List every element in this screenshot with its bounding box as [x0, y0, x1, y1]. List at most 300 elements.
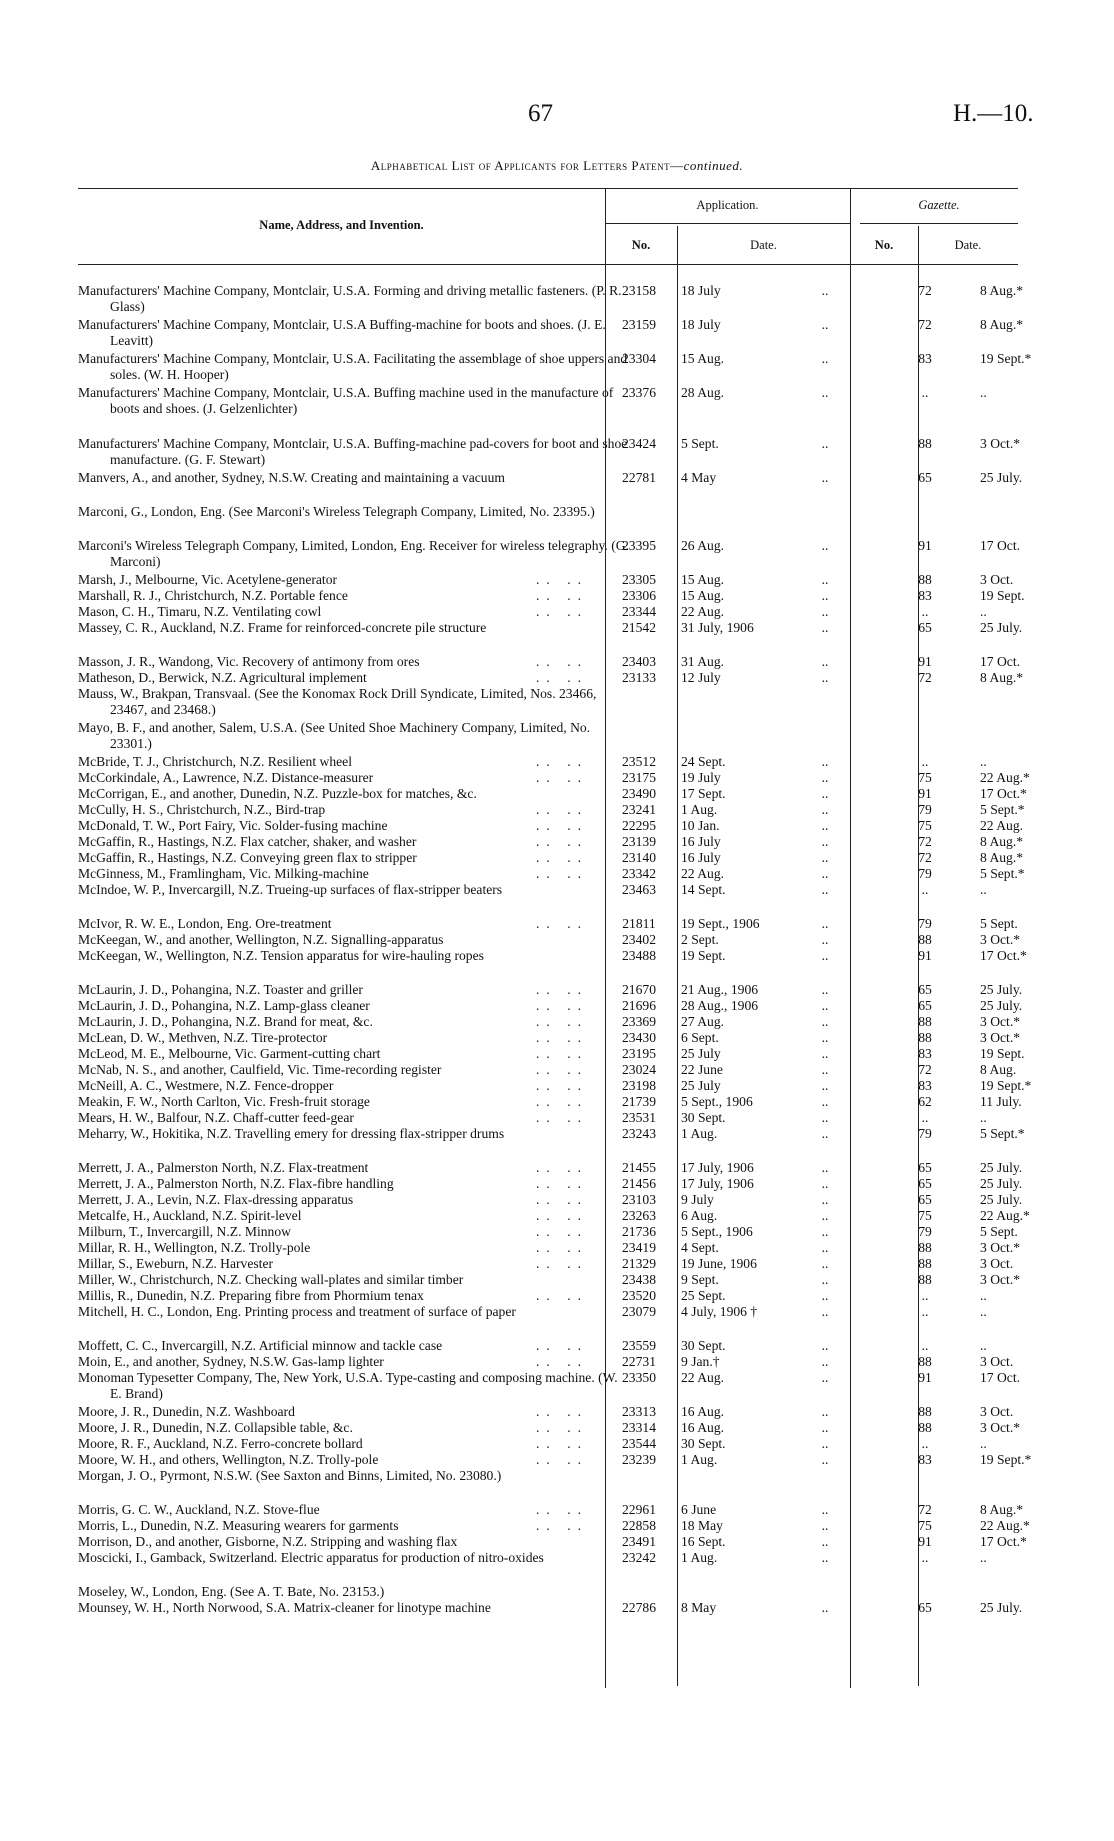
- leader-dots: .. ..: [536, 1094, 588, 1109]
- gazette-number: 65: [918, 1176, 932, 1191]
- gazette-number: 72: [918, 1502, 932, 1517]
- gazette-number: 91: [918, 538, 932, 553]
- application-date: 18 July: [681, 283, 721, 298]
- application-number: 23243: [622, 1126, 656, 1141]
- applicant-name-invention: McNeill, A. C., Westmere, N.Z. Fence-dropper: [78, 1078, 334, 1093]
- application-date: 17 Sept.: [681, 786, 726, 801]
- gazette-date: ..: [980, 1110, 987, 1125]
- date-leader-dots: ..: [821, 982, 829, 997]
- application-number: 23463: [622, 882, 656, 897]
- applicant-name-invention: McLaurin, J. D., Pohangina, N.Z. Toaster and griller: [78, 982, 363, 997]
- gazette-number: 72: [918, 834, 932, 849]
- gazette-number: 75: [918, 770, 932, 785]
- applicant-name-invention: Manufacturers' Machine Company, Montclair, U.S.A. Forming and driving metallic fasteners. (P. R. Glass): [78, 283, 622, 314]
- running-title-lead: Alphabetical List of Applicants for Letters Patent: [370, 158, 671, 173]
- leader-dots: .. ..: [536, 1240, 588, 1255]
- application-number: 23242: [622, 1550, 656, 1565]
- date-leader-dots: ..: [821, 1160, 829, 1175]
- gazette-number: 72: [918, 317, 932, 332]
- date-leader-dots: ..: [821, 770, 829, 785]
- application-number: 23342: [622, 866, 656, 881]
- leader-dots: .. ..: [536, 604, 588, 619]
- applicant-name-invention: Metcalfe, H., Auckland, N.Z. Spirit-level: [78, 1208, 302, 1223]
- applicant-name-invention: McBride, T. J., Christchurch, N.Z. Resilient wheel: [78, 754, 352, 769]
- application-date: 28 Aug., 1906: [681, 998, 759, 1013]
- date-leader-dots: ..: [821, 1550, 829, 1565]
- gazette-date: 17 Oct.*: [980, 1534, 1027, 1549]
- gazette-number: 72: [918, 670, 932, 685]
- date-leader-dots: ..: [821, 1534, 829, 1549]
- applicant-name-invention: Manufacturers' Machine Company, Montclair, U.S.A. Facilitating the assemblage of shoe uppers and soles. (W. H. Hooper): [78, 351, 628, 382]
- applicant-name-invention: McLeod, M. E., Melbourne, Vic. Garment-cutting chart: [78, 1046, 381, 1061]
- date-leader-dots: ..: [821, 1014, 829, 1029]
- application-number: 23424: [622, 436, 656, 451]
- gazette-number: 88: [918, 1240, 932, 1255]
- application-date: 4 July, 1906 †: [681, 1304, 758, 1319]
- date-leader-dots: ..: [821, 1272, 829, 1287]
- date-leader-dots: ..: [821, 1176, 829, 1191]
- applicant-name-invention: Morris, L., Dunedin, N.Z. Measuring wearers for garments: [78, 1518, 399, 1533]
- application-number: 23350: [622, 1370, 656, 1385]
- applicant-name-invention: McLaurin, J. D., Pohangina, N.Z. Brand for meat, &c.: [78, 1014, 373, 1029]
- date-leader-dots: ..: [821, 1436, 829, 1451]
- application-number-header: No.: [631, 238, 651, 252]
- leader-dots: .. ..: [536, 1502, 588, 1517]
- date-leader-dots: ..: [821, 1404, 829, 1419]
- application-date-header: Date.: [750, 238, 777, 252]
- page-number: 67: [528, 100, 553, 127]
- applicant-name-invention: Marconi, G., London, Eng. (See Marconi's Wireless Telegraph Company, Limited, No. 23395.): [78, 504, 595, 519]
- application-date: 1 Aug.: [681, 1550, 718, 1565]
- date-leader-dots: ..: [821, 1046, 829, 1061]
- gazette-number: ..: [921, 1550, 929, 1565]
- gazette-date: ..: [980, 604, 987, 619]
- application-date: 28 Aug.: [681, 385, 725, 400]
- gazette-number: 88: [918, 1354, 932, 1369]
- gazette-number: 79: [918, 866, 932, 881]
- leader-dots: .. ..: [536, 1420, 588, 1435]
- application-date: 22 Aug.: [681, 1370, 725, 1385]
- gazette-date: 25 July.: [980, 1600, 1023, 1615]
- applicant-name-invention: Matheson, D., Berwick, N.Z. Agricultural implement: [78, 670, 367, 685]
- applicant-name-invention: Moseley, W., London, Eng. (See A. T. Bate, No. 23153.): [78, 1584, 385, 1599]
- application-date: 9 Jan.†: [681, 1354, 720, 1369]
- application-number: 23490: [622, 786, 656, 801]
- applicant-name-invention: Moffett, C. C., Invercargill, N.Z. Artificial minnow and tackle case: [78, 1338, 443, 1353]
- application-number: 23419: [622, 1240, 656, 1255]
- gazette-date: 25 July.: [980, 1160, 1023, 1175]
- applicant-name-invention: Millar, R. H., Wellington, N.Z. Trolly-pole: [78, 1240, 311, 1255]
- application-date: 4 May: [681, 470, 717, 485]
- application-date: 9 July: [681, 1192, 714, 1207]
- applicant-name-invention: McCully, H. S., Christchurch, N.Z., Bird-trap: [78, 802, 326, 817]
- gazette-number: 65: [918, 1160, 932, 1175]
- leader-dots: .. ..: [536, 1208, 588, 1223]
- gazette-number: ..: [921, 1304, 929, 1319]
- gazette-date: ..: [980, 1288, 987, 1303]
- gazette-date: 17 Oct.*: [980, 948, 1027, 963]
- leader-dots: .. ..: [536, 802, 588, 817]
- gazette-number: 79: [918, 1126, 932, 1141]
- date-leader-dots: ..: [821, 998, 829, 1013]
- application-date: 16 July: [681, 834, 721, 849]
- application-number: 22295: [622, 818, 656, 833]
- application-number: 21455: [622, 1160, 656, 1175]
- applicant-name-invention: Moore, J. R., Dunedin, N.Z. Collapsible table, &c.: [78, 1420, 353, 1435]
- gazette-date: 8 Aug.*: [980, 834, 1024, 849]
- application-number: 23158: [622, 283, 656, 298]
- application-number: 23559: [622, 1338, 656, 1353]
- applicant-name-invention: Manufacturers' Machine Company, Montclair, U.S.A. Buffing-machine pad-covers for boot and shoe manufacture. (G. F. Stewart): [78, 436, 628, 467]
- gazette-number: 91: [918, 654, 932, 669]
- leader-dots: .. ..: [536, 850, 588, 865]
- leader-dots: .. ..: [536, 1518, 588, 1533]
- date-leader-dots: ..: [821, 866, 829, 881]
- applicant-name-invention: Manufacturers' Machine Company, Montclair, U.S.A. Buffing machine used in the manufacture of boots and shoes. (J. Gelzenlichter): [78, 385, 614, 416]
- gazette-date: 25 July.: [980, 1192, 1023, 1207]
- gazette-number: 65: [918, 620, 932, 635]
- application-number: 23344: [622, 604, 656, 619]
- date-leader-dots: ..: [821, 948, 829, 963]
- applicant-name-invention: Merrett, J. A., Palmerston North, N.Z. Flax-fibre handling: [78, 1176, 394, 1191]
- gazette-date: ..: [980, 1436, 987, 1451]
- gazette-number: 88: [918, 932, 932, 947]
- gazette-number: 91: [918, 786, 932, 801]
- applicant-name-invention: Masson, J. R., Wandong, Vic. Recovery of antimony from ores: [78, 654, 420, 669]
- application-date: 25 July: [681, 1078, 721, 1093]
- applicant-name-invention: Mayo, B. F., and another, Salem, U.S.A. (See United Shoe Machinery Company, Limited, No. 23301.): [78, 720, 591, 751]
- application-date: 5 Sept., 1906: [681, 1224, 753, 1239]
- leader-dots: .. ..: [536, 834, 588, 849]
- date-leader-dots: ..: [821, 1370, 829, 1385]
- gazette-date: 5 Sept.*: [980, 866, 1025, 881]
- date-leader-dots: ..: [821, 1502, 829, 1517]
- leader-dots: .. ..: [536, 1160, 588, 1175]
- date-leader-dots: ..: [821, 588, 829, 603]
- application-date: 16 July: [681, 850, 721, 865]
- leader-dots: .. ..: [536, 670, 588, 685]
- gazette-number: 72: [918, 283, 932, 298]
- leader-dots: .. ..: [536, 588, 588, 603]
- leader-dots: .. ..: [536, 1404, 588, 1419]
- applicant-name-invention: Meharry, W., Hokitika, N.Z. Travelling emery for dressing flax-stripper drums: [78, 1126, 505, 1141]
- gazette-number: 65: [918, 1192, 932, 1207]
- application-number: 23376: [622, 385, 656, 400]
- applicant-name-invention: Moore, J. R., Dunedin, N.Z. Washboard: [78, 1404, 295, 1419]
- application-number: 23544: [622, 1436, 656, 1451]
- application-date: 31 July, 1906: [681, 620, 754, 635]
- application-number: 23491: [622, 1534, 656, 1549]
- applicant-name-invention: McCorkindale, A., Lawrence, N.Z. Distance-measurer: [78, 770, 374, 785]
- date-leader-dots: ..: [821, 385, 829, 400]
- applicant-name-invention: Moore, R. F., Auckland, N.Z. Ferro-concrete bollard: [78, 1436, 363, 1451]
- applicant-name-invention: McGaffin, R., Hastings, N.Z. Flax catcher, shaker, and washer: [78, 834, 417, 849]
- gazette-date: 3 Oct.: [980, 1354, 1014, 1369]
- leader-dots: .. ..: [536, 998, 588, 1013]
- gazette-number: 79: [918, 1224, 932, 1239]
- applicant-name-invention: McIndoe, W. P., Invercargill, N.Z. Trueing-up surfaces of flax-stripper beaters: [78, 882, 503, 897]
- applicant-name-invention: McGaffin, R., Hastings, N.Z. Conveying green flax to stripper: [78, 850, 417, 865]
- leader-dots: .. ..: [536, 1452, 588, 1467]
- application-date: 19 Sept., 1906: [681, 916, 760, 931]
- gazette-number: 65: [918, 998, 932, 1013]
- date-leader-dots: ..: [821, 786, 829, 801]
- leader-dots: .. ..: [536, 654, 588, 669]
- applicant-name-invention: Morrison, D., and another, Gisborne, N.Z. Stripping and washing flax: [78, 1534, 458, 1549]
- application-number: 23438: [622, 1272, 656, 1287]
- gazette-number: ..: [921, 1288, 929, 1303]
- application-date: 26 Aug.: [681, 538, 725, 553]
- application-date: 18 July: [681, 317, 721, 332]
- application-date: 10 Jan.: [681, 818, 720, 833]
- gazette-number: 83: [918, 588, 932, 603]
- leader-dots: .. ..: [536, 1256, 588, 1271]
- gazette-number: 91: [918, 1534, 932, 1549]
- application-date: 17 July, 1906: [681, 1176, 754, 1191]
- application-number: 22781: [622, 470, 656, 485]
- application-number: 22961: [622, 1502, 656, 1517]
- date-leader-dots: ..: [821, 283, 829, 298]
- date-leader-dots: ..: [821, 850, 829, 865]
- gazette-date: 17 Oct.: [980, 538, 1021, 553]
- application-number: 23402: [622, 932, 656, 947]
- gazette-date: 19 Sept.: [980, 1046, 1025, 1061]
- gazette-number: 79: [918, 916, 932, 931]
- application-number: 23305: [622, 572, 656, 587]
- application-number: 23263: [622, 1208, 656, 1223]
- gazette-date: 19 Sept.*: [980, 1452, 1032, 1467]
- gazette-date: ..: [980, 1550, 987, 1565]
- gazette-date: 8 Aug.*: [980, 670, 1024, 685]
- application-number: 21542: [622, 620, 656, 635]
- application-number: 23488: [622, 948, 656, 963]
- gazette-date: 19 Sept.*: [980, 1078, 1032, 1093]
- leader-dots: .. ..: [536, 1436, 588, 1451]
- leader-dots: .. ..: [536, 866, 588, 881]
- applicant-name-invention: McDonald, T. W., Port Fairy, Vic. Solder-fusing machine: [78, 818, 388, 833]
- gazette-date: 8 Aug.*: [980, 317, 1024, 332]
- gazette-date: 22 Aug.*: [980, 1208, 1030, 1223]
- gazette-date: 17 Oct.*: [980, 786, 1027, 801]
- gazette-number: 75: [918, 1208, 932, 1223]
- gazette-date: 5 Sept.: [980, 1224, 1018, 1239]
- leader-dots: .. ..: [536, 916, 588, 931]
- gazette-date: 22 Aug.*: [980, 770, 1030, 785]
- applicant-name-invention: McNab, N. S., and another, Caulfield, Vic. Time-recording register: [78, 1062, 442, 1077]
- applicant-name-invention: McKeegan, W., and another, Wellington, N.Z. Signalling-apparatus: [78, 932, 444, 947]
- applicant-name-invention: Moore, W. H., and others, Wellington, N.Z. Trolly-pole: [78, 1452, 379, 1467]
- date-leader-dots: ..: [821, 882, 829, 897]
- application-date: 30 Sept.: [681, 1436, 726, 1451]
- date-leader-dots: ..: [821, 932, 829, 947]
- application-date: 12 July: [681, 670, 721, 685]
- gazette-date: 17 Oct.: [980, 654, 1021, 669]
- gazette-number: 75: [918, 818, 932, 833]
- application-number: 23139: [622, 834, 656, 849]
- gazette-date: 3 Oct.*: [980, 1014, 1021, 1029]
- applicant-name-invention: Miller, W., Christchurch, N.Z. Checking wall-plates and similar timber: [78, 1272, 464, 1287]
- gazette-number: ..: [921, 1110, 929, 1125]
- application-number: 21739: [622, 1094, 656, 1109]
- application-number: 23198: [622, 1078, 656, 1093]
- application-date: 1 Aug.: [681, 1452, 718, 1467]
- application-number: 21329: [622, 1256, 656, 1271]
- gazette-date: 19 Sept.: [980, 588, 1025, 603]
- gazette-number-header: No.: [874, 238, 894, 252]
- application-date: 18 May: [681, 1518, 723, 1533]
- application-number: 22786: [622, 1600, 656, 1615]
- application-number: 23520: [622, 1288, 656, 1303]
- applicant-name-invention: Merrett, J. A., Levin, N.Z. Flax-dressing apparatus: [78, 1192, 354, 1207]
- gazette-date: ..: [980, 1304, 987, 1319]
- leader-dots: .. ..: [536, 1354, 588, 1369]
- gazette-date: 5 Sept.*: [980, 1126, 1025, 1141]
- date-leader-dots: ..: [821, 802, 829, 817]
- gazette-number: 83: [918, 1452, 932, 1467]
- gazette-date: 22 Aug.*: [980, 1518, 1030, 1533]
- gazette-number: 72: [918, 850, 932, 865]
- application-date: 5 Sept.: [681, 436, 719, 451]
- date-leader-dots: ..: [821, 1452, 829, 1467]
- applicant-name-invention: Mears, H. W., Balfour, N.Z. Chaff-cutter feed-gear: [78, 1110, 354, 1125]
- applicant-name-invention: McKeegan, W., Wellington, N.Z. Tension apparatus for wire-hauling ropes: [78, 948, 484, 963]
- application-number: 23241: [622, 802, 656, 817]
- applicant-name-invention: McGinness, M., Framlingham, Vic. Milking-machine: [78, 866, 369, 881]
- application-date: 19 July: [681, 770, 721, 785]
- applicant-name-invention: Mauss, W., Brakpan, Transvaal. (See the Konomax Rock Drill Syndicate, Limited, Nos. 23466, 23467, and 23468.): [78, 686, 597, 717]
- gazette-date: 22 Aug.: [980, 818, 1024, 833]
- leader-dots: .. ..: [536, 770, 588, 785]
- application-number: 23024: [622, 1062, 656, 1077]
- applicant-name-invention: McLean, D. W., Methven, N.Z. Tire-protector: [78, 1030, 328, 1045]
- application-number: 23403: [622, 654, 656, 669]
- date-leader-dots: ..: [821, 834, 829, 849]
- applicant-name-invention: Marshall, R. J., Christchurch, N.Z. Portable fence: [78, 588, 348, 603]
- date-leader-dots: ..: [821, 916, 829, 931]
- gazette-date: 8 Aug.*: [980, 850, 1024, 865]
- applicant-name-invention: Mitchell, H. C., London, Eng. Printing process and treatment of surface of paper: [78, 1304, 516, 1319]
- date-leader-dots: ..: [821, 1338, 829, 1353]
- gazette-header: Gazette.: [918, 198, 960, 212]
- gazette-date-header: Date.: [954, 238, 982, 252]
- applicant-name-invention: McIvor, R. W. E., London, Eng. Ore-treatment: [78, 916, 332, 931]
- application-date: 17 July, 1906: [681, 1160, 754, 1175]
- gazette-date: ..: [980, 1338, 987, 1353]
- application-date: 21 Aug., 1906: [681, 982, 759, 997]
- application-number: 22858: [622, 1518, 656, 1533]
- application-date: 22 Aug.: [681, 604, 725, 619]
- applicant-name-invention: Morris, G. C. W., Auckland, N.Z. Stove-flue: [78, 1502, 320, 1517]
- gazette-number: ..: [921, 604, 929, 619]
- date-leader-dots: ..: [821, 1110, 829, 1125]
- gazette-number: 88: [918, 1014, 932, 1029]
- leader-dots: .. ..: [536, 1030, 588, 1045]
- application-number: 23369: [622, 1014, 656, 1029]
- gazette-date: 3 Oct.*: [980, 932, 1021, 947]
- gazette-date: ..: [980, 385, 987, 400]
- date-leader-dots: ..: [821, 1224, 829, 1239]
- applicant-name-invention: Manvers, A., and another, Sydney, N.S.W. Creating and maintaining a vacuum: [78, 470, 505, 485]
- date-leader-dots: ..: [821, 1256, 829, 1271]
- gazette-number: 88: [918, 436, 932, 451]
- gazette-date: 3 Oct.*: [980, 1030, 1021, 1045]
- application-number: 23314: [622, 1420, 656, 1435]
- application-number: 23079: [622, 1304, 656, 1319]
- gazette-date: ..: [980, 754, 987, 769]
- applicant-name-invention: Marconi's Wireless Telegraph Company, Limited, London, Eng. Receiver for wireless telegraphy. (G. Marconi): [78, 538, 629, 569]
- date-leader-dots: ..: [821, 604, 829, 619]
- application-date: 15 Aug.: [681, 588, 725, 603]
- leader-dots: .. ..: [536, 1110, 588, 1125]
- gazette-date: 5 Sept.*: [980, 802, 1025, 817]
- leader-dots: .. ..: [536, 1192, 588, 1207]
- gazette-number: 88: [918, 1420, 932, 1435]
- applicant-name-invention: Meakin, F. W., North Carlton, Vic. Fresh-fruit storage: [78, 1094, 370, 1109]
- applicant-name-invention: McCorrigan, E., and another, Dunedin, N.Z. Puzzle-box for matches, &c.: [78, 786, 477, 801]
- gazette-date: 25 July.: [980, 1176, 1023, 1191]
- application-date: 15 Aug.: [681, 351, 725, 366]
- gazette-number: 65: [918, 1600, 932, 1615]
- application-number: 23159: [622, 317, 656, 332]
- application-number: 23195: [622, 1046, 656, 1061]
- gazette-date: 3 Oct.: [980, 572, 1014, 587]
- application-date: 16 Aug.: [681, 1404, 725, 1419]
- date-leader-dots: ..: [821, 470, 829, 485]
- applicant-name-invention: Merrett, J. A., Palmerston North, N.Z. Flax-treatment: [78, 1160, 369, 1175]
- gazette-date: 3 Oct.*: [980, 1272, 1021, 1287]
- date-leader-dots: ..: [821, 818, 829, 833]
- application-date: 19 Sept.: [681, 948, 726, 963]
- date-leader-dots: ..: [821, 1420, 829, 1435]
- gazette-date: 3 Oct.*: [980, 1240, 1021, 1255]
- gazette-number: 79: [918, 802, 932, 817]
- applicant-name-invention: Millar, S., Eweburn, N.Z. Harvester: [78, 1256, 274, 1271]
- gazette-number: ..: [921, 754, 929, 769]
- gazette-number: ..: [921, 1338, 929, 1353]
- application-number: 21670: [622, 982, 656, 997]
- gazette-number: ..: [921, 385, 929, 400]
- application-number: 23306: [622, 588, 656, 603]
- name-column-header: Name, Address, and Invention.: [259, 218, 424, 232]
- application-number: 21736: [622, 1224, 656, 1239]
- date-leader-dots: ..: [821, 620, 829, 635]
- application-date: 2 Sept.: [681, 932, 719, 947]
- application-number: 22731: [622, 1354, 656, 1369]
- date-leader-dots: ..: [821, 1078, 829, 1093]
- gazette-date: 8 Aug.*: [980, 283, 1024, 298]
- gazette-number: 75: [918, 1518, 932, 1533]
- date-leader-dots: ..: [821, 1600, 829, 1615]
- gazette-number: 88: [918, 1030, 932, 1045]
- leader-dots: .. ..: [536, 1062, 588, 1077]
- applicant-name-invention: Monoman Typesetter Company, The, New York, U.S.A. Type-casting and composing machine. (W. E. Brand): [78, 1370, 618, 1401]
- leader-dots: .. ..: [536, 1224, 588, 1239]
- date-leader-dots: ..: [821, 754, 829, 769]
- gazette-date: 8 Aug.*: [980, 1502, 1024, 1517]
- leader-dots: .. ..: [536, 818, 588, 833]
- gazette-number: 91: [918, 948, 932, 963]
- date-leader-dots: ..: [821, 351, 829, 366]
- application-date: 9 Sept.: [681, 1272, 719, 1287]
- application-date: 5 Sept., 1906: [681, 1094, 753, 1109]
- application-header: Application.: [696, 198, 759, 212]
- date-leader-dots: ..: [821, 654, 829, 669]
- gazette-date: 25 July.: [980, 998, 1023, 1013]
- applicant-name-invention: Milburn, T., Invercargill, N.Z. Minnow: [78, 1224, 291, 1239]
- application-date: 30 Sept.: [681, 1110, 726, 1125]
- gazette-date: 25 July.: [980, 982, 1023, 997]
- gazette-number: 91: [918, 1370, 932, 1385]
